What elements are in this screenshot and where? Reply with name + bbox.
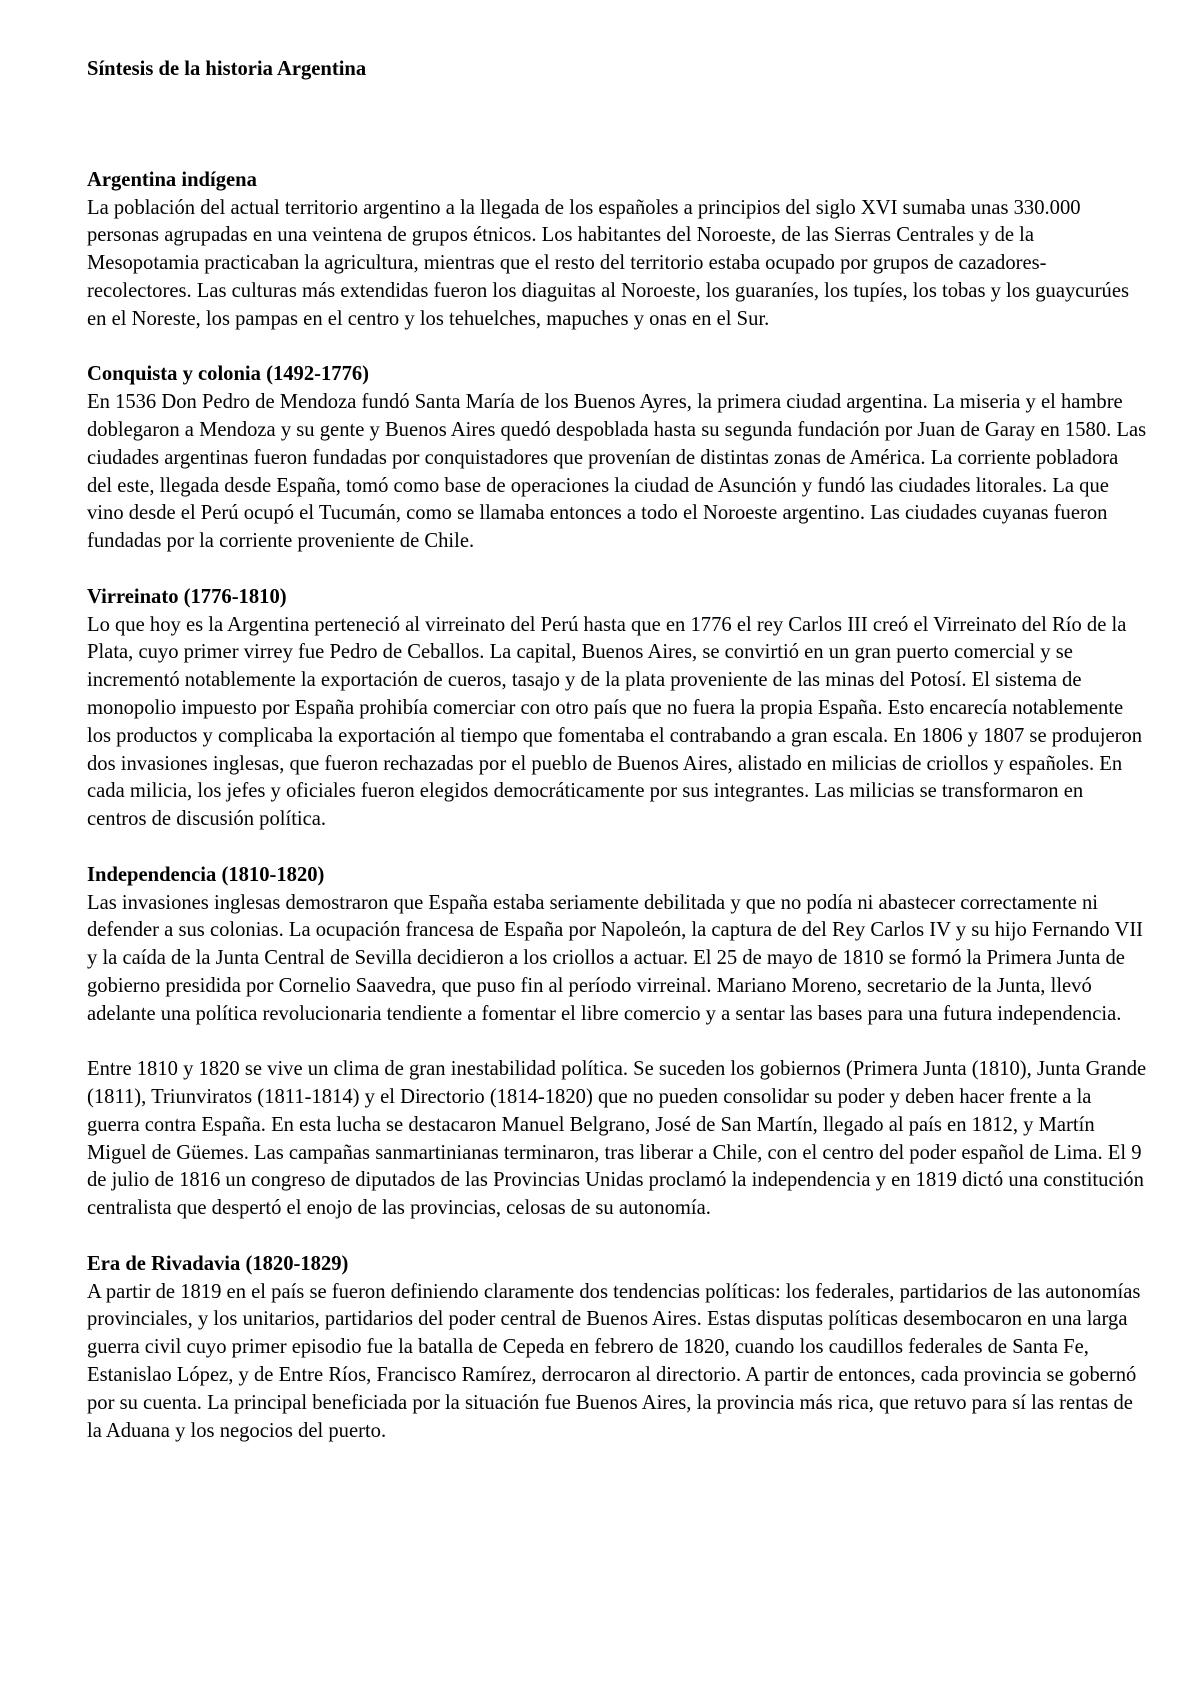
section-paragraph: En 1536 Don Pedro de Mendoza fundó Santa María de los Buenos Ayres, la primera ciudad argentina. La miseria y el hambre doblegaron a Mendoza y su gente y Buenos Aires quedó despoblada hasta su segunda fundación por Juan de Garay en 1580. Las ciudades argentinas fueron fundadas por conquistadores que provenían de distintas zonas de América. La corriente pobladora del este, llegada desde España, tomó como base de operaciones la ciudad de Asunción y fundó las ciudades litorales. La que vino desde el Perú ocupó el Tucumán, como se llamaba entonces a todo el Noroeste argentino. Las ciudades cuyanas fueron fundadas por la corriente proveniente de Chile.: [87, 391, 1147, 553]
section-conquista-y-colonia: [87, 361, 1147, 556]
section-virreinato: [87, 584, 1147, 834]
section-heading: Virreinato (1776-1810): [87, 585, 287, 608]
section-paragraph: La población del actual territorio argentino a la llegada de los españoles a principios del siglo XVI sumaba unas 330.000 personas agrupadas en una veintena de grupos étnicos. Los habitantes del Noroeste, de las Sierras Centrales y de la Mesopotamia practicaban la agricultura, mientras que el resto del territorio estaba ocupado por grupos de cazadores-recolectores. Las culturas más extendidas fueron los diaguitas al Noroeste, los guaraníes, los tupíes, los tobas y los guaycurúes en el Noreste, los pampas en el centro y los tehuelches, mapuches y onas en el Sur.: [87, 196, 1130, 330]
section-paragraph: Entre 1810 y 1820 se vive un clima de gran inestabilidad política. Se suceden los gobiernos (Primera Junta (1810), Junta Grande (1811), Triunviratos (1811-1814) y el Directorio (1814-1820) que no pueden consolidar su poder y deben hacer frente a la guerra contra España. En esta lucha se destacaron Manuel Belgrano, José de San Martín, llegado al país en 1812, y Martín Miguel de Güemes. Las campañas sanmartinianas terminaron, tras liberar a Chile, con el centro del poder español de Lima. El 9 de julio de 1816 un congreso de diputados de las Provincias Unidas proclamó la independencia y en 1819 dictó una constitución centralista que despertó el enojo de las provincias, celosas de su autonomía.: [87, 1058, 1147, 1220]
section-heading: Argentina indígena: [87, 168, 257, 191]
section-era-de-rivadavia: [87, 1251, 1147, 1446]
section-heading: Conquista y colonia (1492-1776): [87, 363, 370, 386]
section-heading: Era de Rivadavia (1820-1829): [87, 1252, 349, 1275]
section-paragraph: Lo que hoy es la Argentina perteneció al virreinato del Perú hasta que en 1776 el rey Carlos III creó el Virreinato del Río de la Plata, cuyo primer virrey fue Pedro de Ceballos. La capital, Buenos Aires, se convirtió en un gran puerto comercial y se incrementó notablemente la exportación de cueros, tasajo y de la plata proveniente de las minas del Potosí. El sistema de monopolio impuesto por España prohibía comerciar con otro país que no fuera la propia España. Esto encarecía notablemente los productos y complicaba la exportación al tiempo que fomentaba el contrabando a gran escala. En 1806 y 1807 se produjeron dos invasiones inglesas, que fueron rechazadas por el pueblo de Buenos Aires, alistado en milicias de criollos y españoles. En cada milicia, los jefes y oficiales fueron elegidos democráticamente por sus integrantes. Las milicias se transformaron en centros de discusión política.: [87, 613, 1143, 831]
section-paragraph: A partir de 1819 en el país se fueron definiendo claramente dos tendencias políticas: los federales, partidarios de las autonomías provinciales, y los unitarios, partidarios del poder central de Buenos Aires. Estas disputas políticas desembocaron en una larga guerra civil cuyo primer episodio fue la batalla de Cepeda en febrero de 1820, cuando los caudillos federales de Santa Fe, Estanislao López, y de Entre Ríos, Francisco Ramírez, derrocaron al directorio. A partir de entonces, cada provincia se gobernó por su cuenta. La principal beneficiada por la situación fue Buenos Aires, la provincia más rica, que retuvo para sí las rentas de la Aduana y los negocios del puerto.: [87, 1280, 1141, 1442]
section-heading: Independencia (1810-1820): [87, 863, 325, 886]
document-page: [87, 56, 1147, 1473]
section-argentina-indigena: [87, 167, 1147, 334]
title-spacer: [87, 84, 1147, 167]
section-independencia: [87, 862, 1147, 1223]
document-title: Síntesis de la historia Argentina: [87, 58, 367, 80]
section-paragraph: Las invasiones inglesas demostraron que España estaba seriamente debilitada y que no podía ni abastecer correctamente ni defender a sus colonias. La ocupación francesa de España por Napoleón, la captura de del Rey Carlos IV y su hijo Fernando VII y la caída de la Junta Central de Sevilla decidieron a los criollos a actuar. El 25 de mayo de 1810 se formó la Primera Junta de gobierno presidida por Cornelio Saavedra, que puso fin al período virreinal. Mariano Moreno, secretario de la Junta, llevó adelante una política revolucionaria tendiente a fomentar el libre comercio y a sentar las bases para una futura independencia.: [87, 891, 1144, 1025]
